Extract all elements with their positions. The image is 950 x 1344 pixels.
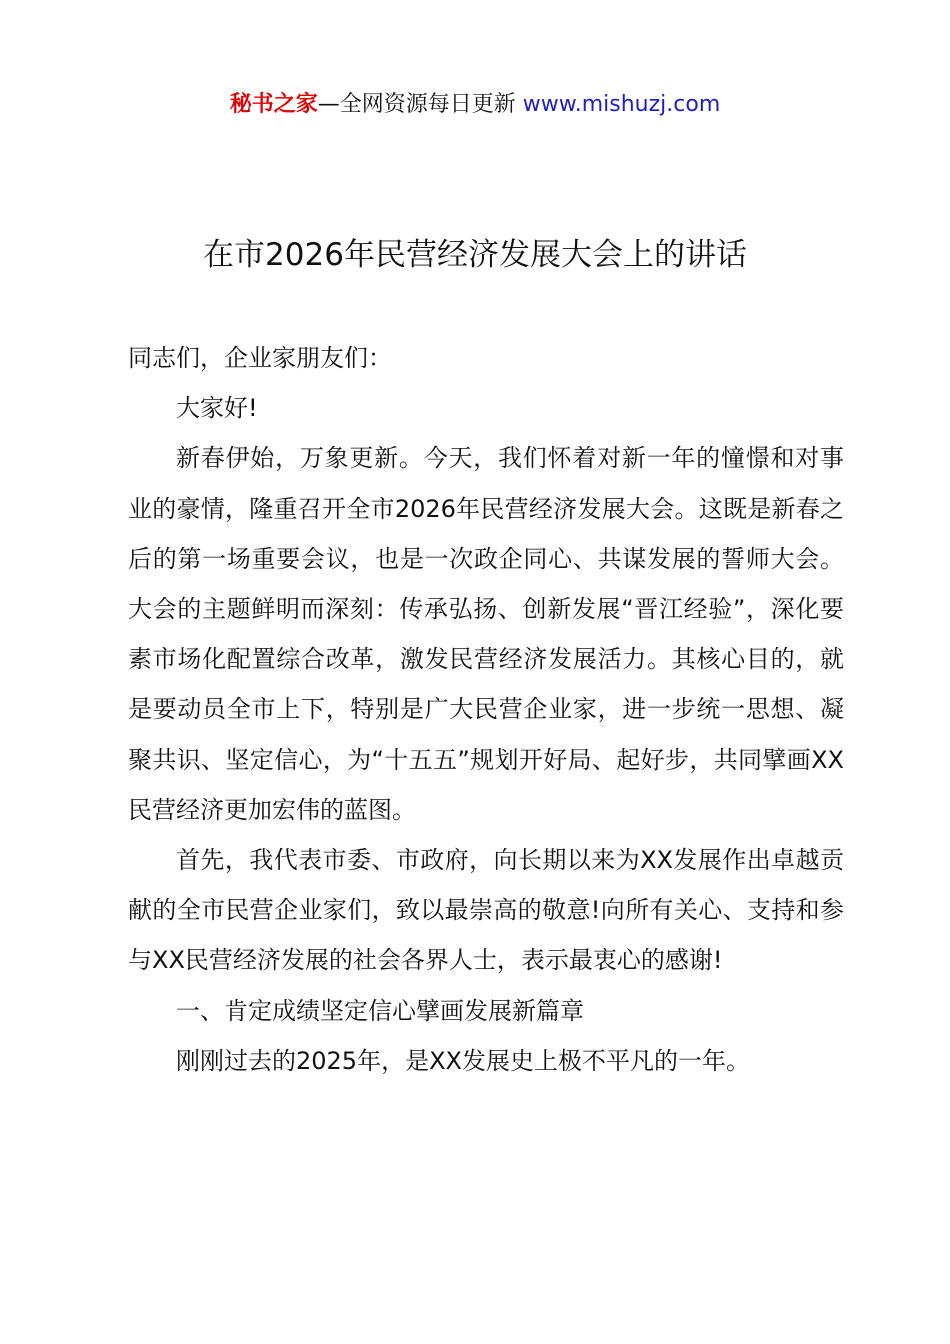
greeting: 大家好! (176, 394, 258, 423)
document-title: 在市2026年民营经济发展大会上的讲话 (203, 237, 747, 273)
paragraph-opening: 新春伊始，万象更新。今天，我们怀着对新一年的憧憬和对事业的豪情，隆重召开全市2026年民营经济发展大会。这既是新春之后的第一场重要会议，也是一次政企同心、共谋发展的誓师大会。大会的主题鲜明而深刻：传承弘扬、创新发展“晋江经验”，深化要素市场化配置综合改革，激发民营经济发展活力。其核心目的，就是要动员全市上下，特别是广大民营企业家，进一步统一思想、凝聚共识、坚定信心，为“十五五”规划开好局、起好步，共同擘画XX民营经济更加宏伟的蓝图。 (128, 444, 844, 824)
paragraph-thanks: 首先，我代表市委、市政府，向长期以来为XX发展作出卓越贡献的全市民营企业家们，致以最崇高的敬意!向所有关心、支持和参与XX民营经济发展的社会各界人士，表示最衷心的感谢! (128, 846, 844, 975)
salutation: 同志们，企业家朋友们： (128, 344, 392, 372)
page-header (0, 88, 950, 122)
paragraph-review: 刚刚过去的2025年，是XX发展史上极不平凡的一年。 (176, 1046, 750, 1075)
header-tagline: —全网资源每日更新 (317, 92, 516, 117)
section-heading: 一、肯定成绩坚定信心擘画发展新篇章 (176, 996, 584, 1025)
brand-name: 秘书之家 (229, 92, 318, 117)
document-body (128, 333, 844, 1086)
site-url-link[interactable]: www.mishuzj.com (522, 92, 721, 117)
